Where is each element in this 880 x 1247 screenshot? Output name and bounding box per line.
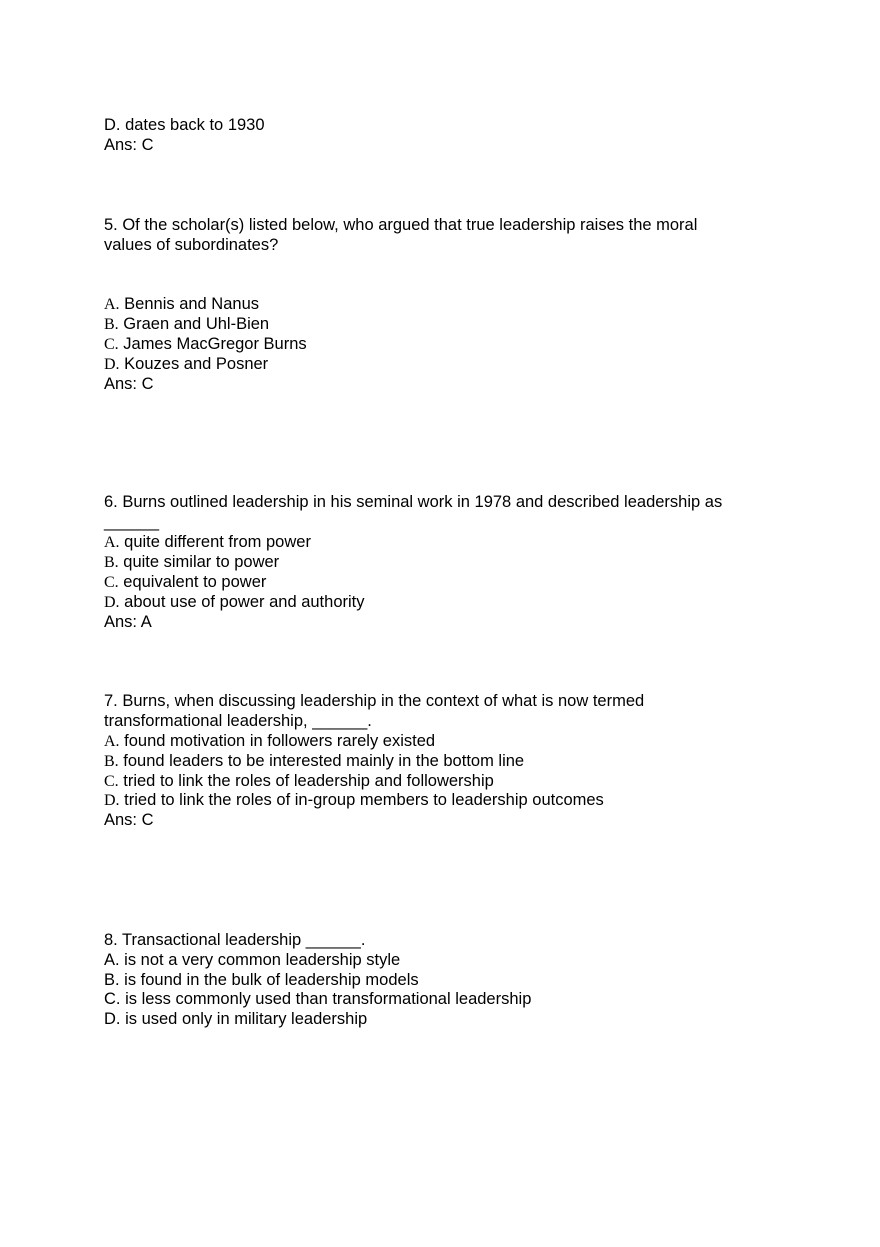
option-letter: D. xyxy=(104,594,120,611)
q6-option-c xyxy=(104,572,266,593)
q5-answer: Ans: C xyxy=(104,375,154,393)
option-text: quite different from power xyxy=(124,533,311,551)
option-text: about use of power and authority xyxy=(124,593,365,611)
option-letter: B. xyxy=(104,753,119,770)
q7-question-line2: transformational leadership, ______. xyxy=(104,712,372,730)
option-text: found motivation in followers rarely existed xyxy=(124,732,436,750)
option-text: tried to link the roles of leadership and followership xyxy=(123,772,494,790)
q5-option-c xyxy=(104,334,307,355)
q7-question-line1: 7. Burns, when discussing leadership in the context of what is now termed xyxy=(104,692,645,710)
q7-option-b xyxy=(104,751,524,772)
q5-option-b xyxy=(104,314,269,335)
q5-question-line1: 5. Of the scholar(s) listed below, who argued that true leadership raises the moral xyxy=(104,216,698,234)
option-text: equivalent to power xyxy=(123,573,267,591)
q8-option-c: C. is less commonly used than transformational leadership xyxy=(104,990,532,1008)
q5-question-line2: values of subordinates? xyxy=(104,236,279,254)
option-text: James MacGregor Burns xyxy=(123,335,307,353)
option-letter: C. xyxy=(104,574,119,591)
q7-option-d xyxy=(104,790,604,811)
option-text: Kouzes and Posner xyxy=(124,355,269,373)
option-text: Graen and Uhl-Bien xyxy=(123,315,270,333)
q6-option-d xyxy=(104,592,365,613)
option-text: Bennis and Nanus xyxy=(124,295,260,313)
q5-option-d xyxy=(104,354,268,375)
option-text: quite similar to power xyxy=(123,553,280,571)
option-letter: D. xyxy=(104,792,120,809)
q5-option-a xyxy=(104,294,259,315)
option-letter: B. xyxy=(104,316,119,333)
option-text: tried to link the roles of in-group members to leadership outcomes xyxy=(124,791,604,809)
q8-option-a: A. is not a very common leadership style xyxy=(104,951,401,969)
q4-option-d: D. dates back to 1930 xyxy=(104,116,265,134)
q6-option-b xyxy=(104,552,279,573)
option-letter: D. xyxy=(104,356,120,373)
option-text: found leaders to be interested mainly in the bottom line xyxy=(123,752,525,770)
q7-option-a xyxy=(104,731,435,752)
q8-option-b: B. is found in the bulk of leadership models xyxy=(104,971,419,989)
q4-answer: Ans: C xyxy=(104,136,154,154)
q8-question-line1: 8. Transactional leadership ______. xyxy=(104,931,366,949)
q6-answer: Ans: A xyxy=(104,613,152,631)
option-letter: A. xyxy=(104,534,120,551)
option-letter: B. xyxy=(104,554,119,571)
option-letter: A. xyxy=(104,733,120,750)
option-letter: C. xyxy=(104,336,119,353)
q6-question-line1: 6. Burns outlined leadership in his seminal work in 1978 and described leadership as xyxy=(104,493,723,511)
q6-option-a xyxy=(104,532,311,553)
q6-question-line2: ______ xyxy=(104,513,160,531)
q7-answer: Ans: C xyxy=(104,811,154,829)
q7-option-c xyxy=(104,771,494,792)
q8-option-d: D. is used only in military leadership xyxy=(104,1010,368,1028)
option-letter: C. xyxy=(104,773,119,790)
option-letter: A. xyxy=(104,296,120,313)
